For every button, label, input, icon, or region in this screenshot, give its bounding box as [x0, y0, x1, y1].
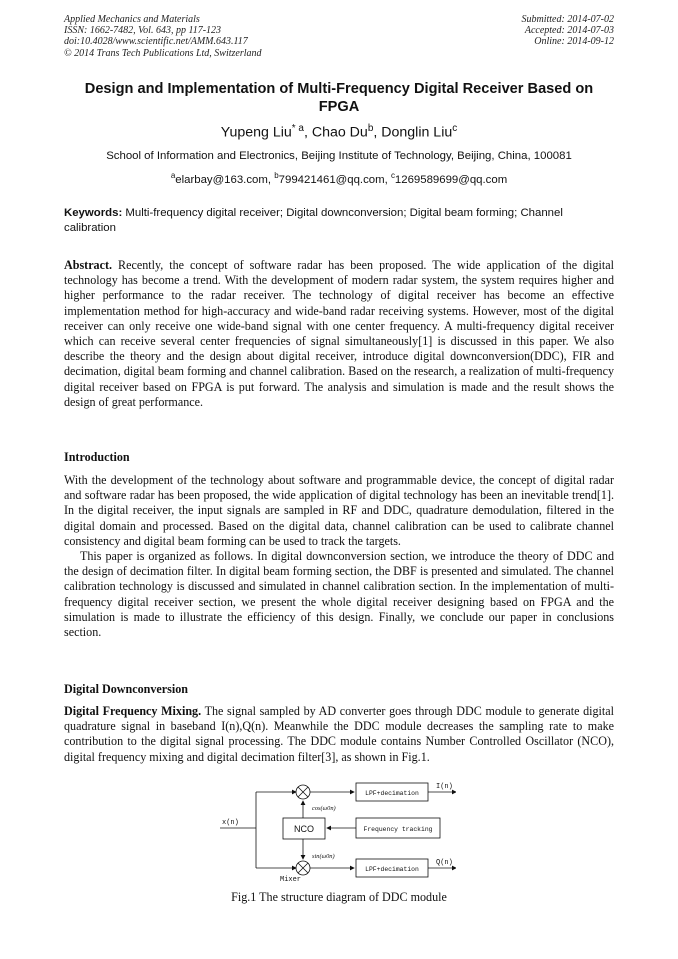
input-label: x(n): [222, 819, 239, 827]
journal-name: Applied Mechanics and Materials: [64, 14, 200, 25]
sin-label: sin(ω0n): [312, 853, 335, 860]
abstract: [64, 258, 614, 410]
author-name: Yupeng Liu: [220, 124, 292, 141]
mixer-bottom: [296, 861, 310, 875]
journal-issn: ISSN: 1662-7482, Vol. 643, pp 117-123: [64, 25, 222, 37]
journal-doi: doi:10.4028/www.scientific.net/AMM.643.117: [64, 36, 248, 48]
ddc-paragraph: [64, 704, 614, 765]
keywords: [64, 206, 614, 235]
output-i-label: I(n): [436, 783, 453, 791]
output-q-label: Q(n): [436, 859, 453, 867]
date-submitted: Submitted: 2014-07-02: [521, 14, 614, 25]
ddc-block-diagram: [216, 778, 456, 884]
publication-dates: [522, 14, 615, 48]
author-list: Yupeng Liu$^{* a}$, Chao Du$^b$, Donglin Liu$^c$: [220, 123, 458, 141]
author-mark: c: [452, 123, 458, 134]
section-heading-ddc: Digital Downconversion: [64, 682, 188, 696]
email-mark: a: [170, 171, 176, 180]
mixer-label: Mixer: [280, 876, 302, 884]
email-mark: b: [274, 171, 279, 180]
email-address[interactable]: elarbay@163.com: [175, 173, 268, 186]
keywords-label: Keywords:: [64, 207, 123, 219]
abstract-text: Recently, the concept of software radar has been proposed. The wide application of the digital technology has become a trend. With the development of modern radar system, the system requires higher and higher performance to the radar receiver. The technology of digital receiver has become an effective implementation method for high-accuracy and wide-band radar receiving systems. However, most of the digital receiver can only receive one wide-band signal with one center frequency. A multi-frequency digital receiver which can receive several center frequencies of signal simultaneously[1] is discussed in this paper. We also describe the theory and the design about digital receiver, introduce digital downconversion(DDC), FIR and decimation, digital beam forming and channel calibration. Based on the research, a realization of multi-frequency digital receiver based on FPGA is put forward. The analysis and simulation is made and the result shows the design of great performance.: [64, 258, 614, 409]
email-mark: c: [390, 171, 395, 180]
introduction-section: [64, 473, 614, 640]
lpf-bottom-label: LPF+decimation: [365, 866, 419, 873]
author-mark: b: [367, 123, 374, 134]
paper-title: Design and Implementation of Multi-Frequency Digital Receiver Based on FPGA: [84, 81, 594, 115]
author-mark: * a: [291, 123, 304, 134]
date-online: Online: 2014-09-12: [534, 36, 614, 48]
author-name: Donglin Liu: [381, 124, 453, 141]
email-address[interactable]: 1269589699@qq.com: [394, 173, 508, 186]
author-name: Chao Du: [311, 124, 368, 141]
figure-caption: Fig.1 The structure diagram of DDC module: [231, 890, 447, 904]
email-address[interactable]: 799421461@qq.com: [278, 173, 385, 186]
mixer-top: [296, 785, 310, 799]
ddc-lead: Digital Frequency Mixing.: [64, 704, 202, 718]
journal-copyright: © 2014 Trans Tech Publications Ltd, Switzerland: [64, 47, 262, 59]
nco-label: NCO: [294, 824, 314, 834]
ddc-diagram-svg: [216, 778, 456, 884]
abstract-label: Abstract.: [64, 258, 113, 272]
email-list: $^a$elarbay@163.com, $^b$799421461@qq.com, $^c$1269589699@qq.com: [170, 171, 508, 186]
journal-header: [64, 14, 262, 59]
ddc-text: The signal sampled by AD converter goes through DDC module to generate digital quadrature signal in baseband I(n),Q(n). Meanwhile the DDC module decreases the sampling rate to make contribution to the digital signal processing. The DDC module contains Number Controlled Oscillator (NCO), digital frequency mixing and digital decimation filter[3], as shown in Fig.1.: [64, 704, 615, 764]
section-heading-introduction: Introduction: [64, 450, 130, 464]
intro-paragraph-1: With the development of the technology about software and programmable device, the concept of digital radar and software radar has been proposed, the wide application of digital technology has been an inevitable trend[1]. In the digital receiver, the input signals are sampled in RF and DDC, quadrature demodulation, filtered in the digital domain and processed. Based on the digital data, channel calibration can be used to calibrate channel consistency and digital beam forming can be used to track the targets.: [64, 473, 614, 548]
affiliation: School of Information and Electronics, Beijing Institute of Technology, Beijing, China, 100081: [106, 150, 572, 162]
cos-label: cos(ω0n): [312, 805, 336, 812]
date-accepted: Accepted: 2014-07-03: [524, 25, 614, 37]
lpf-top-label: LPF+decimation: [365, 790, 419, 797]
keywords-text: Multi-frequency digital receiver; Digital downconversion; Digital beam forming; Channel calibration: [64, 207, 563, 234]
intro-paragraph-2: This paper is organized as follows. In digital downconversion section, we introduce the theory of DDC and the design of decimation filter. In digital beam forming section, the DBF is presented and simulated. The channel calibration technology is discussed and simulated in channel calibration section. In the implementation of multi-frequency digital receiver section, we present the whole digital receiver designing based on FPGA and the simulation is made to illustrate the efficiency of this design. Finally, we conclude our paper in conclusions section.: [64, 549, 614, 640]
frequency-tracking-label: Frequency tracking: [363, 826, 433, 833]
